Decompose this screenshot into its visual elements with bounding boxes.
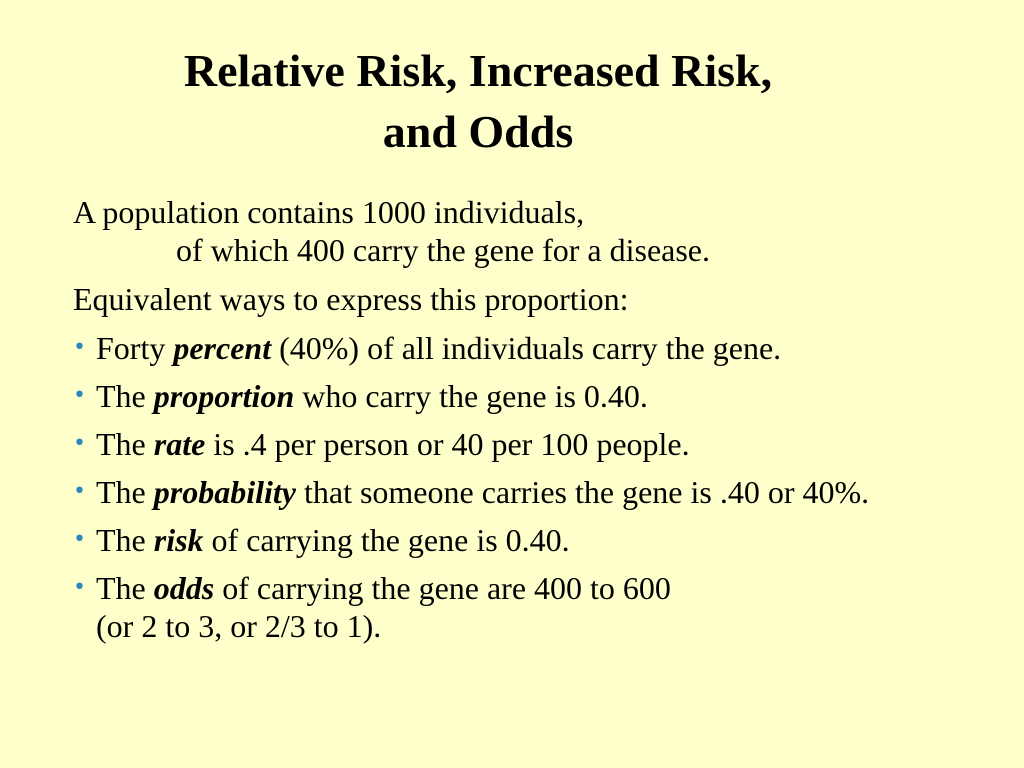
bullet-text-post: (40%) of all individuals carry the gene. xyxy=(271,330,782,366)
intro-line-3: Equivalent ways to express this proportion: xyxy=(73,281,629,317)
bullet-item-probability xyxy=(73,473,973,511)
bullet-item-proportion xyxy=(73,377,973,415)
title-line-1: Relative Risk, Increased Risk, xyxy=(183,45,773,96)
slide-body xyxy=(73,193,973,655)
bullet-keyword: risk xyxy=(153,522,204,558)
bullet-text-pre: The xyxy=(96,378,154,414)
bullet-text-post: that someone carries the gene is .40 or 40%. xyxy=(295,474,870,510)
bullet-icon: • xyxy=(73,527,86,552)
bullet-item-percent xyxy=(73,329,973,367)
bullet-keyword: rate xyxy=(153,426,206,462)
bullet-text-post: of carrying the gene are 400 to 600 xyxy=(214,570,671,606)
bullet-text-pre: The xyxy=(96,426,154,462)
intro-paragraph xyxy=(73,193,973,269)
bullet-text-pre: The xyxy=(96,570,154,606)
bullet-text-pre: Forty xyxy=(96,330,174,366)
slide-title xyxy=(0,40,956,162)
bullet-keyword: percent xyxy=(173,330,272,366)
bullet-icon: • xyxy=(73,383,86,408)
bullet-keyword: proportion xyxy=(153,378,295,414)
bullet-item-risk xyxy=(73,521,973,559)
bullet-text-pre: The xyxy=(96,474,154,510)
intro-line-2: of which 400 carry the gene for a disease. xyxy=(176,232,710,268)
bullet-item-rate xyxy=(73,425,973,463)
bullet-keyword: odds xyxy=(153,570,215,606)
bullet-icon: • xyxy=(73,335,86,360)
intro-line-1: A population contains 1000 individuals, xyxy=(73,194,585,230)
bullet-text-post: of carrying the gene is 0.40. xyxy=(203,522,570,558)
bullet-text-pre: The xyxy=(96,522,154,558)
title-line-2: and Odds xyxy=(382,106,574,157)
bullet-icon: • xyxy=(73,431,86,456)
bullet-text-post: is .4 per person or 40 per 100 people. xyxy=(205,426,690,462)
bullet-icon: • xyxy=(73,479,86,504)
bullet-text-continuation: (or 2 to 3, or 2/3 to 1). xyxy=(96,608,382,644)
bullet-text-post: who carry the gene is 0.40. xyxy=(294,378,648,414)
bullet-icon: • xyxy=(73,575,86,600)
bullet-item-odds xyxy=(73,569,973,645)
bullet-keyword: probability xyxy=(153,474,296,510)
